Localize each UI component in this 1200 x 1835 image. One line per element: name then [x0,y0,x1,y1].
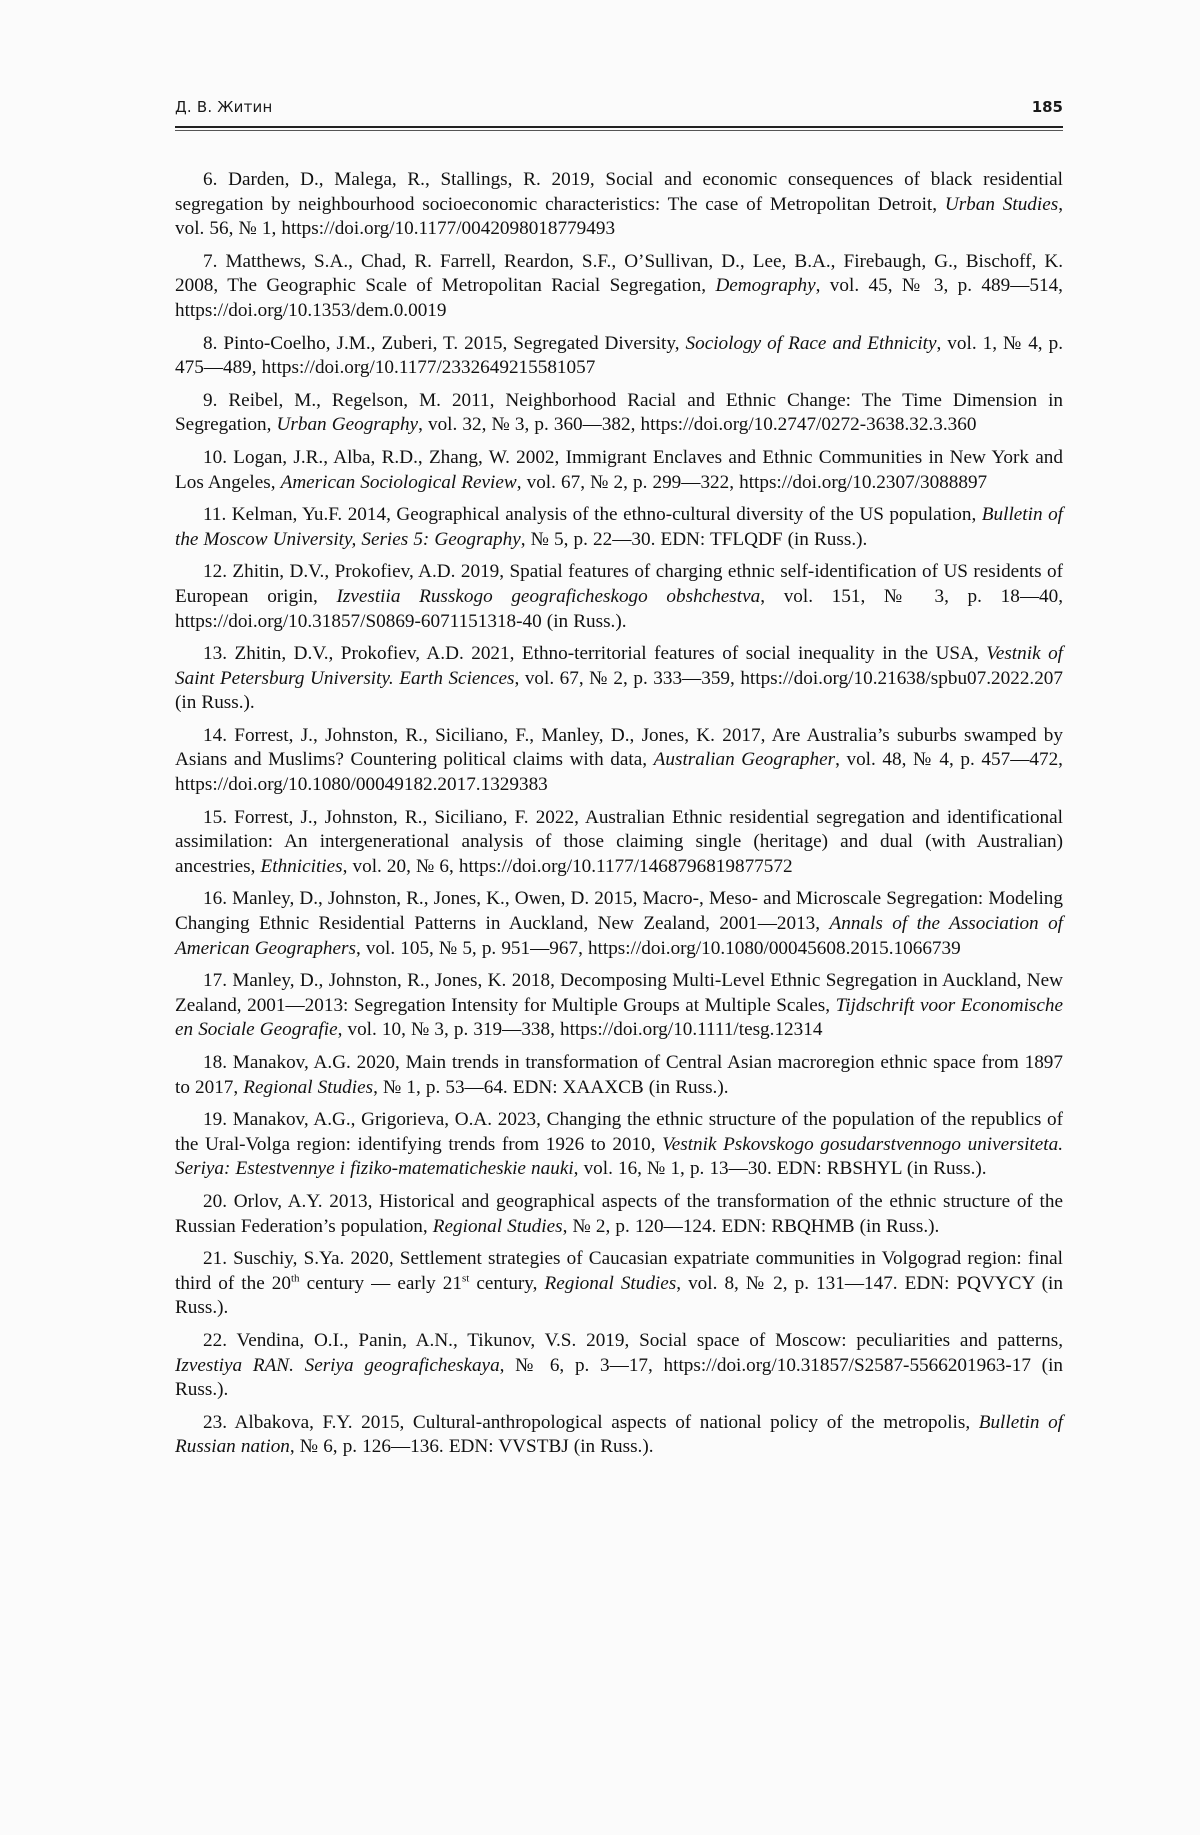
reference-item: 23. Albakova, F.Y. 2015, Cultural-anthropological aspects of national policy of the metropolis, Bulletin of Russian nation, № 6, p. 126—136. EDN: VVSTBJ (in Russ.). [175,1411,1063,1458]
reference-item: 9. Reibel, M., Regelson, M. 2011, Neighborhood Racial and Ethnic Change: The Time Dimension in Segregation, Urban Geography, vol. 32, № 3, p. 360—382, https://doi.org/10.2747/0272-3638.32.3.360 [175,389,1063,436]
reference-item: 11. Kelman, Yu.F. 2014, Geographical analysis of the ethno-cultural diversity of the US population, Bulletin of the Moscow University, Series 5: Geography, № 5, p. 22—30. EDN: TFLQDF (in Russ.). [175,504,1063,550]
reference-item: 12. Zhitin, D.V., Prokofiev, A.D. 2019, Spatial features of charging ethnic self-identification of US residents of European origin, Izvestiia Russkogo geograficheskogo obshchestva, vol. 151, № 3, p. 18—40, https://doi.org/10.31857/S0869-6071151318-40 (in Russ.). [175,561,1063,632]
reference-item: 22. Vendina, O.I., Panin, A.N., Tikunov, V.S. 2019, Social space of Moscow: peculiarities and patterns, Izvestiya RAN. Seriya geograficheskaya, № 6, p. 3—17, https://doi.org/10.31857/S2587-5566201963-17 (in Russ.). [175,1329,1063,1401]
reference-item: 18. Manakov, A.G. 2020, Main trends in transformation of Central Asian macroregion ethnic space from 1897 to 2017, Regional Studies, № 1, p. 53—64. EDN: XAAXCB (in Russ.). [175,1052,1063,1098]
reference-item: 13. Zhitin, D.V., Prokofiev, A.D. 2021, Ethno-territorial features of social inequality in the USA, Vestnik of Saint Petersburg University. Earth Sciences, vol. 67, № 2, p. 333—359, https://doi.org/10.21638/spbu07.2022.207 (in Russ.). [175,643,1063,714]
running-header-author: Д. В. Житин [175,98,273,116]
reference-item: 10. Logan, J.R., Alba, R.D., Zhang, W. 2002, Immigrant Enclaves and Ethnic Communities in New York and Los Angeles, American Sociological Review, vol. 67, № 2, p. 299—322, https://doi.org/10.2307/3088897 [175,446,1063,493]
header-rule-thin [175,130,1063,131]
reference-item: 7. Matthews, S.A., Chad, R. Farrell, Reardon, S.F., O’Sullivan, D., Lee, B.A., Firebaugh, G., Bischoff, K. 2008, The Geographic Scale of Metropolitan Racial Segregation, Demography, vol. 45, № 3, p. 489—514, https://doi.org/10.1353/dem.0.0019 [175,250,1063,321]
reference-item: 8. Pinto-Coelho, J.M., Zuberi, T. 2015, Segregated Diversity, Sociology of Race and Ethnicity, vol. 1, № 4, p. 475—489, https://doi.org/10.1177/2332649215581057 [175,332,1063,379]
reference-item: 17. Manley, D., Johnston, R., Jones, K. 2018, Decomposing Multi-Level Ethnic Segregation in Auckland, New Zealand, 2001—2013: Segregation Intensity for Multiple Groups at Multiple Scales, Tijdschrift voor Economische en Sociale Geografie, vol. 10, № 3, p. 319—338, https://doi.org/10.1111/tesg.12314 [175,970,1063,1041]
reference-item: 20. Orlov, A.Y. 2013, Historical and geographical aspects of the transformation of the ethnic structure of the Russian Federation’s population, Regional Studies, № 2, p. 120—124. EDN: RBQHMB (in Russ.). [175,1190,1063,1237]
reference-list [175,168,1063,1468]
reference-item: 16. Manley, D., Johnston, R., Jones, K., Owen, D. 2015, Macro-, Meso- and Microscale Segregation: Modeling Changing Ethnic Residential Patterns in Auckland, New Zealand, 2001—2013, Annals of the Association of American Geographers, vol. 105, № 5, p. 951—967, https://doi.org/10.1080/00045608.2015.1066739 [175,888,1063,959]
page-number: 185 [1031,98,1063,116]
reference-item: 14. Forrest, J., Johnston, R., Siciliano, F., Manley, D., Jones, K. 2017, Are Australia’s suburbs swamped by Asians and Muslims? Countering political claims with data, Australian Geographer, vol. 48, № 4, p. 457—472, https://doi.org/10.1080/00049182.2017.1329383 [175,724,1063,796]
header-rule [175,126,1063,128]
reference-item: 21. Suschiy, S.Ya. 2020, Settlement strategies of Caucasian expatriate communities in Volgograd region: final third of the 20th century — early 21st century, Regional Studies, vol. 8, № 2, p. 131—147. EDN: PQVYCY (in Russ.). [175,1248,1063,1319]
reference-item: 15. Forrest, J., Johnston, R., Siciliano, F. 2022, Australian Ethnic residential segregation and identificational assimilation: An intergenerational analysis of those claiming single (heritage) and dual (with Australian) ancestries, Ethnicities, vol. 20, № 6, https://doi.org/10.1177/1468796819877572 [175,806,1063,877]
reference-item: 19. Manakov, A.G., Grigorieva, O.A. 2023, Changing the ethnic structure of the population of the republics of the Ural-Volga region: identifying trends from 1926 to 2010, Vestnik Pskovskogo gosudarstvennogo universiteta. Seriya: Estestvennye i fiziko-matematicheskie nauki, vol. 16, № 1, p. 13—30. EDN: RBSHYL (in Russ.). [175,1109,1063,1180]
reference-item: 6. Darden, D., Malega, R., Stallings, R. 2019, Social and economic consequences of black residential segregation by neighbourhood socioeconomic characteristics: The case of Metropolitan Detroit, Urban Studies, vol. 56, № 1, https://doi.org/10.1177/0042098018779493 [175,169,1063,240]
running-header [175,98,1063,120]
